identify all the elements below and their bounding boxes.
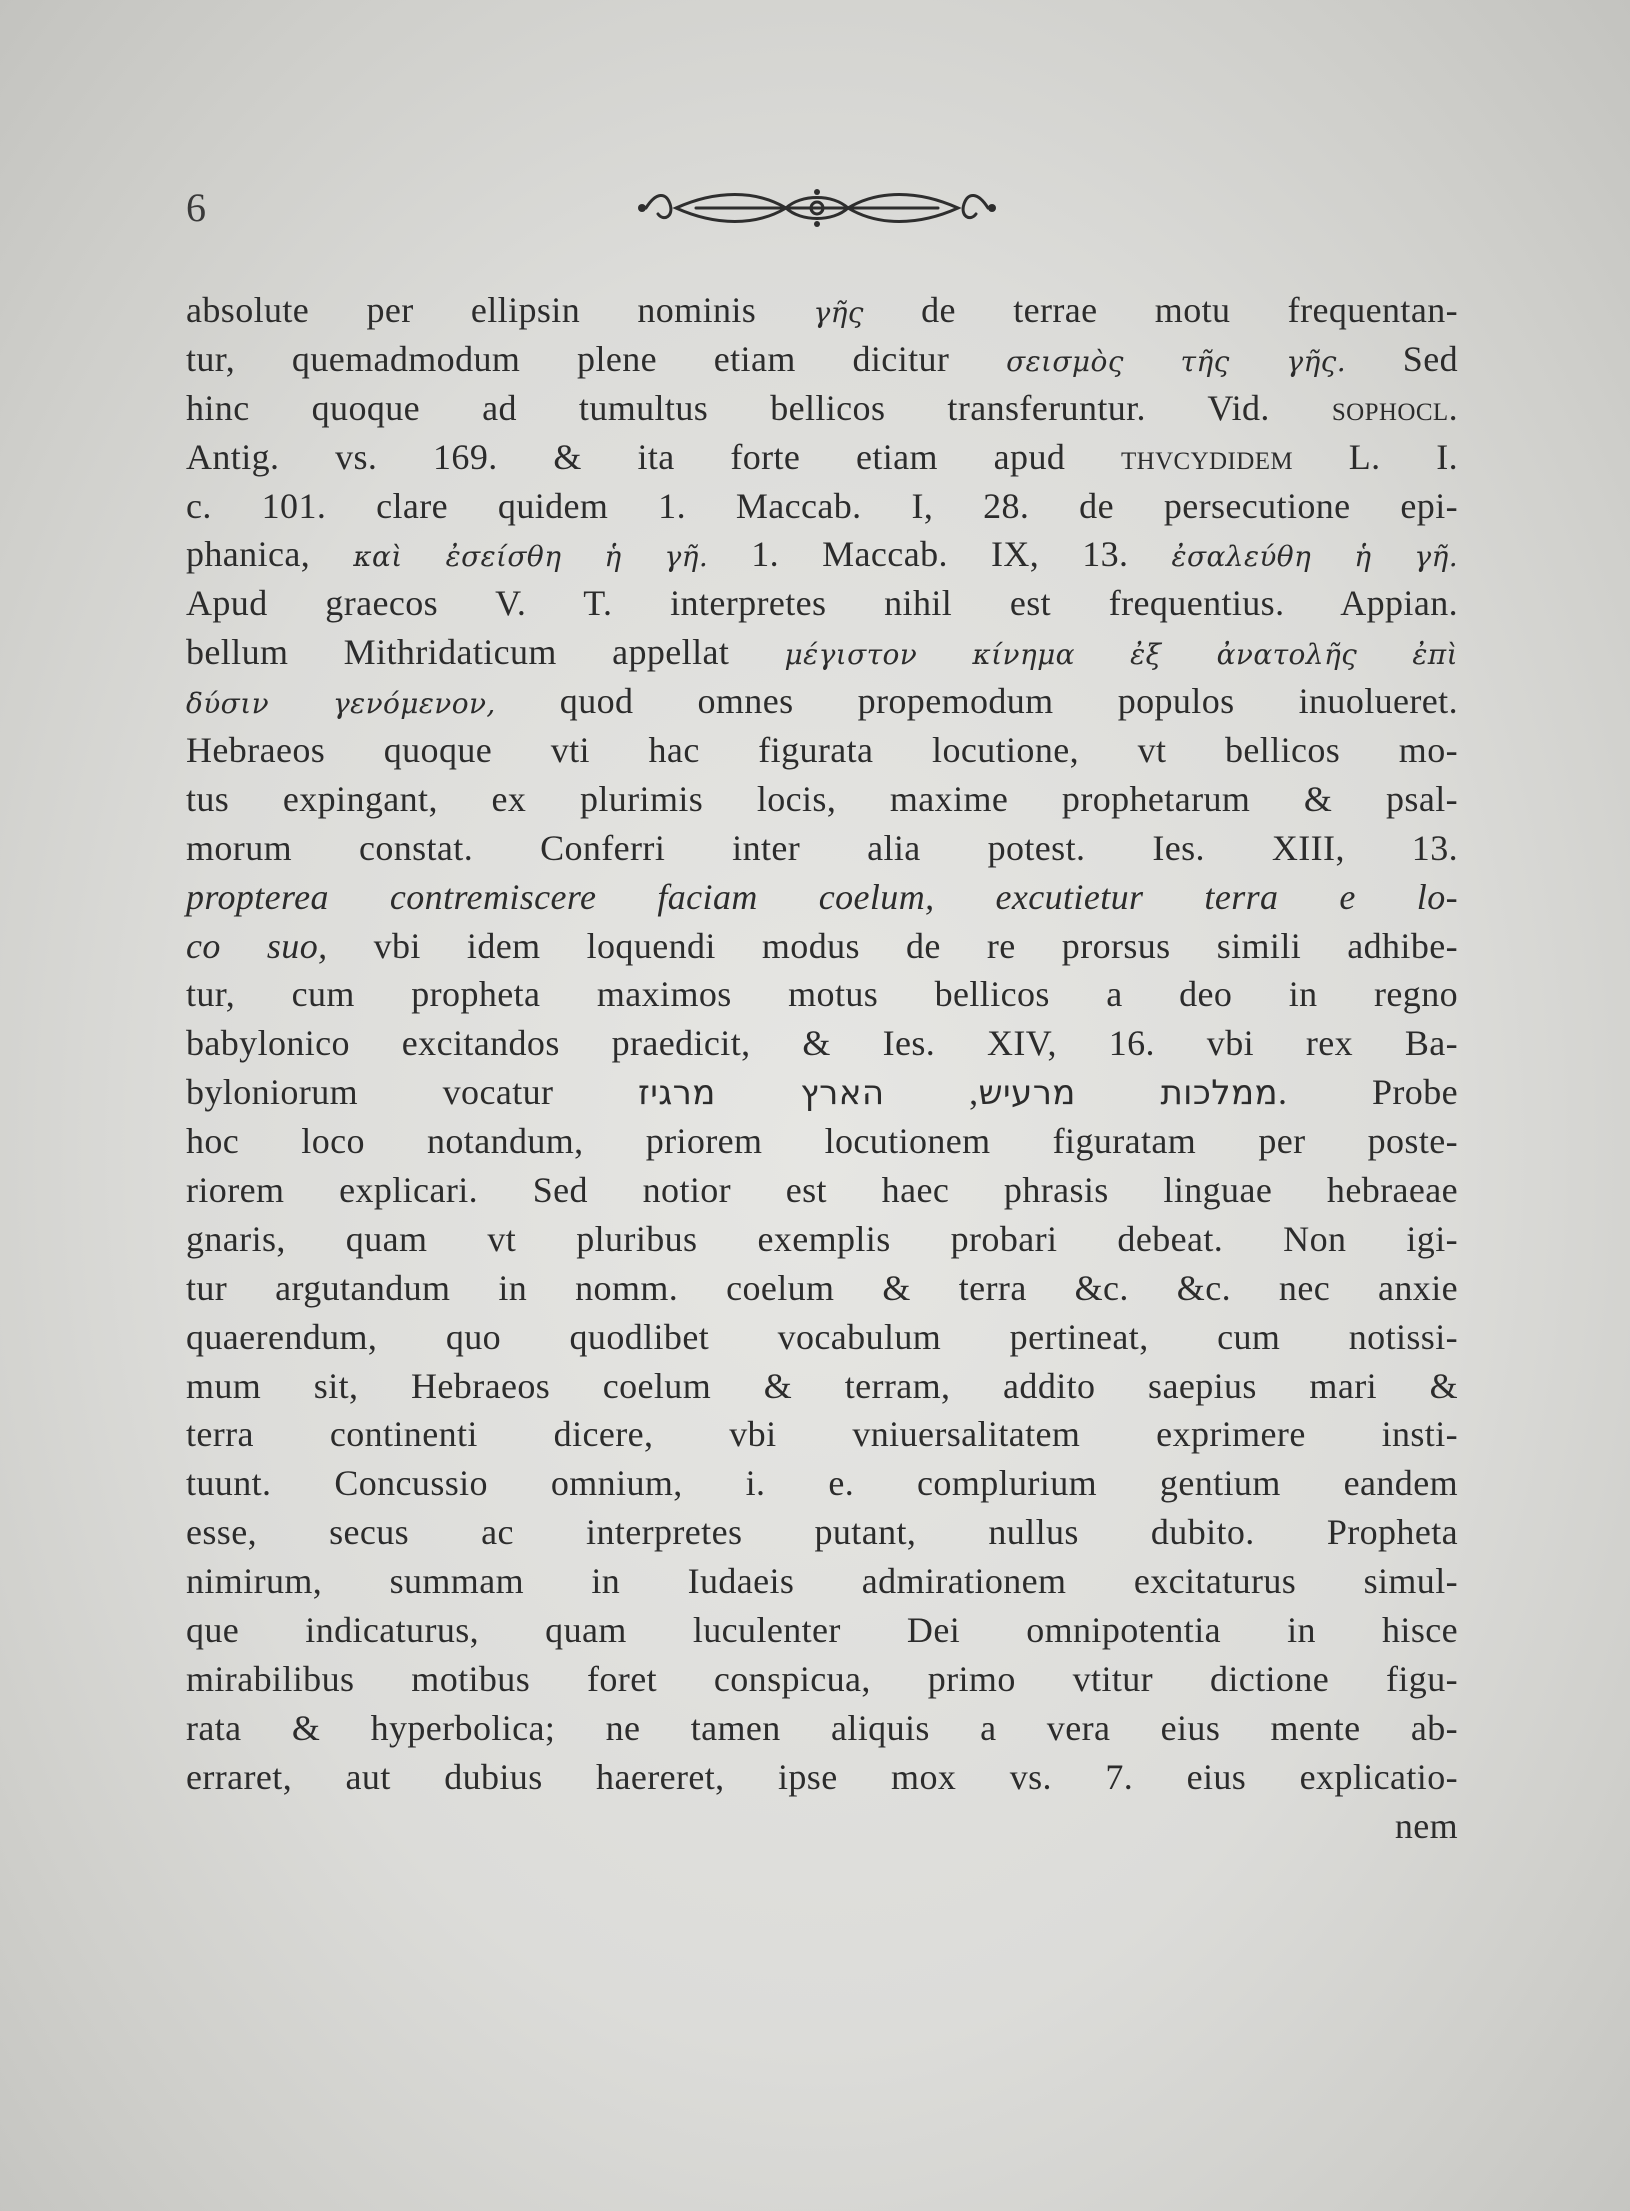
text-run: L. I.	[1293, 436, 1458, 477]
small-caps-text: sophocl.	[1331, 387, 1458, 428]
text-run: erraret, aut dubius haereret, ipse mox vs. 7. eius explicatio-	[186, 1756, 1458, 1797]
text-line	[186, 1459, 1458, 1508]
text-line	[186, 1655, 1458, 1704]
text-run: vbi idem loquendi modus de re prorsus simili adhibe-	[327, 925, 1458, 966]
text-run: que indicaturus, quam luculenter Dei omnipotentia in hisce	[186, 1610, 1458, 1651]
text-run: esse, secus ac interpretes putant, nullus dubito. Propheta	[186, 1512, 1458, 1553]
text-run: ,	[884, 1072, 979, 1113]
hebrew-text: הארץ	[800, 1073, 885, 1114]
greek-text: δύσιν γενόμενον,	[186, 687, 496, 721]
text-line	[186, 1410, 1458, 1459]
text-run: 1. Maccab. IX, 13.	[708, 534, 1172, 575]
text-line	[186, 286, 1458, 335]
text-run: hinc quoque ad tumultus bellicos transferuntur. Vid.	[186, 387, 1332, 428]
text-line	[186, 1215, 1458, 1264]
text-line	[186, 775, 1458, 824]
small-caps-text: thvcydidem	[1120, 436, 1293, 477]
greek-text: ἐσαλεύθη ἡ γῆ.	[1171, 540, 1458, 574]
text-run: tur, quemadmodum plene etiam dicitur	[186, 338, 1007, 379]
text-line	[186, 1264, 1458, 1313]
text-line	[186, 1166, 1458, 1215]
text-run: tus expingant, ex plurimis locis, maxime prophetarum & psal-	[186, 778, 1458, 819]
text-line	[186, 1117, 1458, 1166]
text-run: Antig. vs. 169. & ita forte etiam apud	[186, 436, 1121, 477]
text-line	[186, 1802, 1458, 1851]
text-run: Apud graecos V. T. interpretes nihil est frequentius. Appian.	[186, 583, 1458, 624]
text-line	[186, 1313, 1458, 1362]
page-number: 6	[186, 185, 206, 230]
italic-text: propterea contremiscere faciam coelum, excutietur terra e lo-	[186, 876, 1458, 917]
greek-text: καὶ ἐσείσθη ἡ γῆ.	[353, 540, 709, 574]
text-run: de terrae motu frequentan-	[863, 290, 1458, 330]
hebrew-text: מרעיש	[978, 1073, 1076, 1114]
text-run: mum sit, Hebraeos coelum & terram, addito saepius mari &	[186, 1365, 1458, 1406]
text-line	[186, 726, 1458, 775]
text-line	[186, 677, 1458, 726]
text-run: c. 101. clare quidem 1. Maccab. I, 28. de persecutione epi-	[186, 485, 1458, 526]
text-line	[186, 530, 1458, 579]
text-line	[186, 1704, 1458, 1753]
text-run: rata & hyperbolica; ne tamen aliquis a vera eius mente ab-	[186, 1707, 1458, 1748]
ornamental-headpiece	[636, 182, 998, 234]
text-run: nem	[1394, 1805, 1458, 1846]
text-run: Sed	[1346, 338, 1458, 379]
text-run: hoc loco notandum, priorem locutionem figuratam per poste-	[186, 1121, 1458, 1162]
text-run: tuunt. Concussio omnium, i. e. complurium gentium eandem	[186, 1463, 1458, 1504]
text-line	[186, 1019, 1458, 1068]
greek-text: μέγιστον κίνημα ἐξ ἀνατολῆς ἐπὶ	[784, 638, 1458, 672]
text-run: riorem explicari. Sed notior est haec phrasis linguae hebraeae	[186, 1170, 1458, 1211]
text-line	[186, 824, 1458, 873]
text-run: tur argutandum in nomm. coelum & terra &c. &c. nec anxie	[186, 1267, 1458, 1308]
text-line	[186, 628, 1458, 677]
text-run: tur, cum propheta maximos motus bellicos a deo in regno	[186, 974, 1458, 1015]
text-run: nimirum, summam in Iudaeis admirationem excitaturus simul-	[186, 1561, 1458, 1602]
text-line	[186, 1068, 1458, 1117]
text-line	[186, 579, 1458, 628]
text-run: babylonico excitandos praedicit, & Ies. XIV, 16. vbi rex Ba-	[186, 1023, 1458, 1064]
text-run	[1076, 1072, 1161, 1112]
text-run: Hebraeos quoque vti hac figurata locutione, vt bellicos mo-	[186, 730, 1458, 771]
text-line	[186, 1508, 1458, 1557]
hebrew-text: ממלכות	[1160, 1073, 1278, 1114]
text-line	[186, 970, 1458, 1019]
text-run: quaerendum, quo quodlibet vocabulum pertineat, cum notissi-	[186, 1316, 1458, 1357]
greek-text: σεισμὸς τῆς γῆς.	[1006, 344, 1347, 378]
text-run: morum constat. Conferri inter alia potest. Ies. XIII, 13.	[186, 827, 1458, 868]
text-line	[186, 335, 1458, 384]
text-run: . Probe	[1277, 1072, 1458, 1113]
body-text	[186, 286, 1458, 1851]
italic-text: co suo,	[186, 925, 328, 966]
greek-text: γῆς	[813, 296, 864, 329]
text-run: byloniorum vocatur	[186, 1072, 639, 1113]
text-line	[186, 1362, 1458, 1411]
text-run: phanica,	[186, 534, 354, 575]
text-run: bellum Mithridaticum appellat	[186, 632, 785, 673]
text-run	[716, 1072, 801, 1112]
text-run: quod omnes propemodum populos inuolueret.	[495, 681, 1458, 722]
text-line	[186, 1753, 1458, 1802]
text-line	[186, 1557, 1458, 1606]
text-line	[186, 433, 1458, 482]
text-run: absolute per ellipsin nominis	[186, 290, 814, 330]
text-line	[186, 922, 1458, 971]
text-run: gnaris, quam vt pluribus exemplis probari debeat. Non igi-	[186, 1218, 1458, 1259]
text-run: terra continenti dicere, vbi vniuersalitatem exprimere insti-	[186, 1414, 1458, 1455]
text-line	[186, 482, 1458, 531]
hebrew-text: מרגיז	[638, 1073, 716, 1114]
text-run: mirabilibus motibus foret conspicua, primo vtitur dictione figu-	[186, 1658, 1458, 1699]
text-line	[186, 1606, 1458, 1655]
text-line	[186, 873, 1458, 922]
text-line	[186, 384, 1458, 433]
